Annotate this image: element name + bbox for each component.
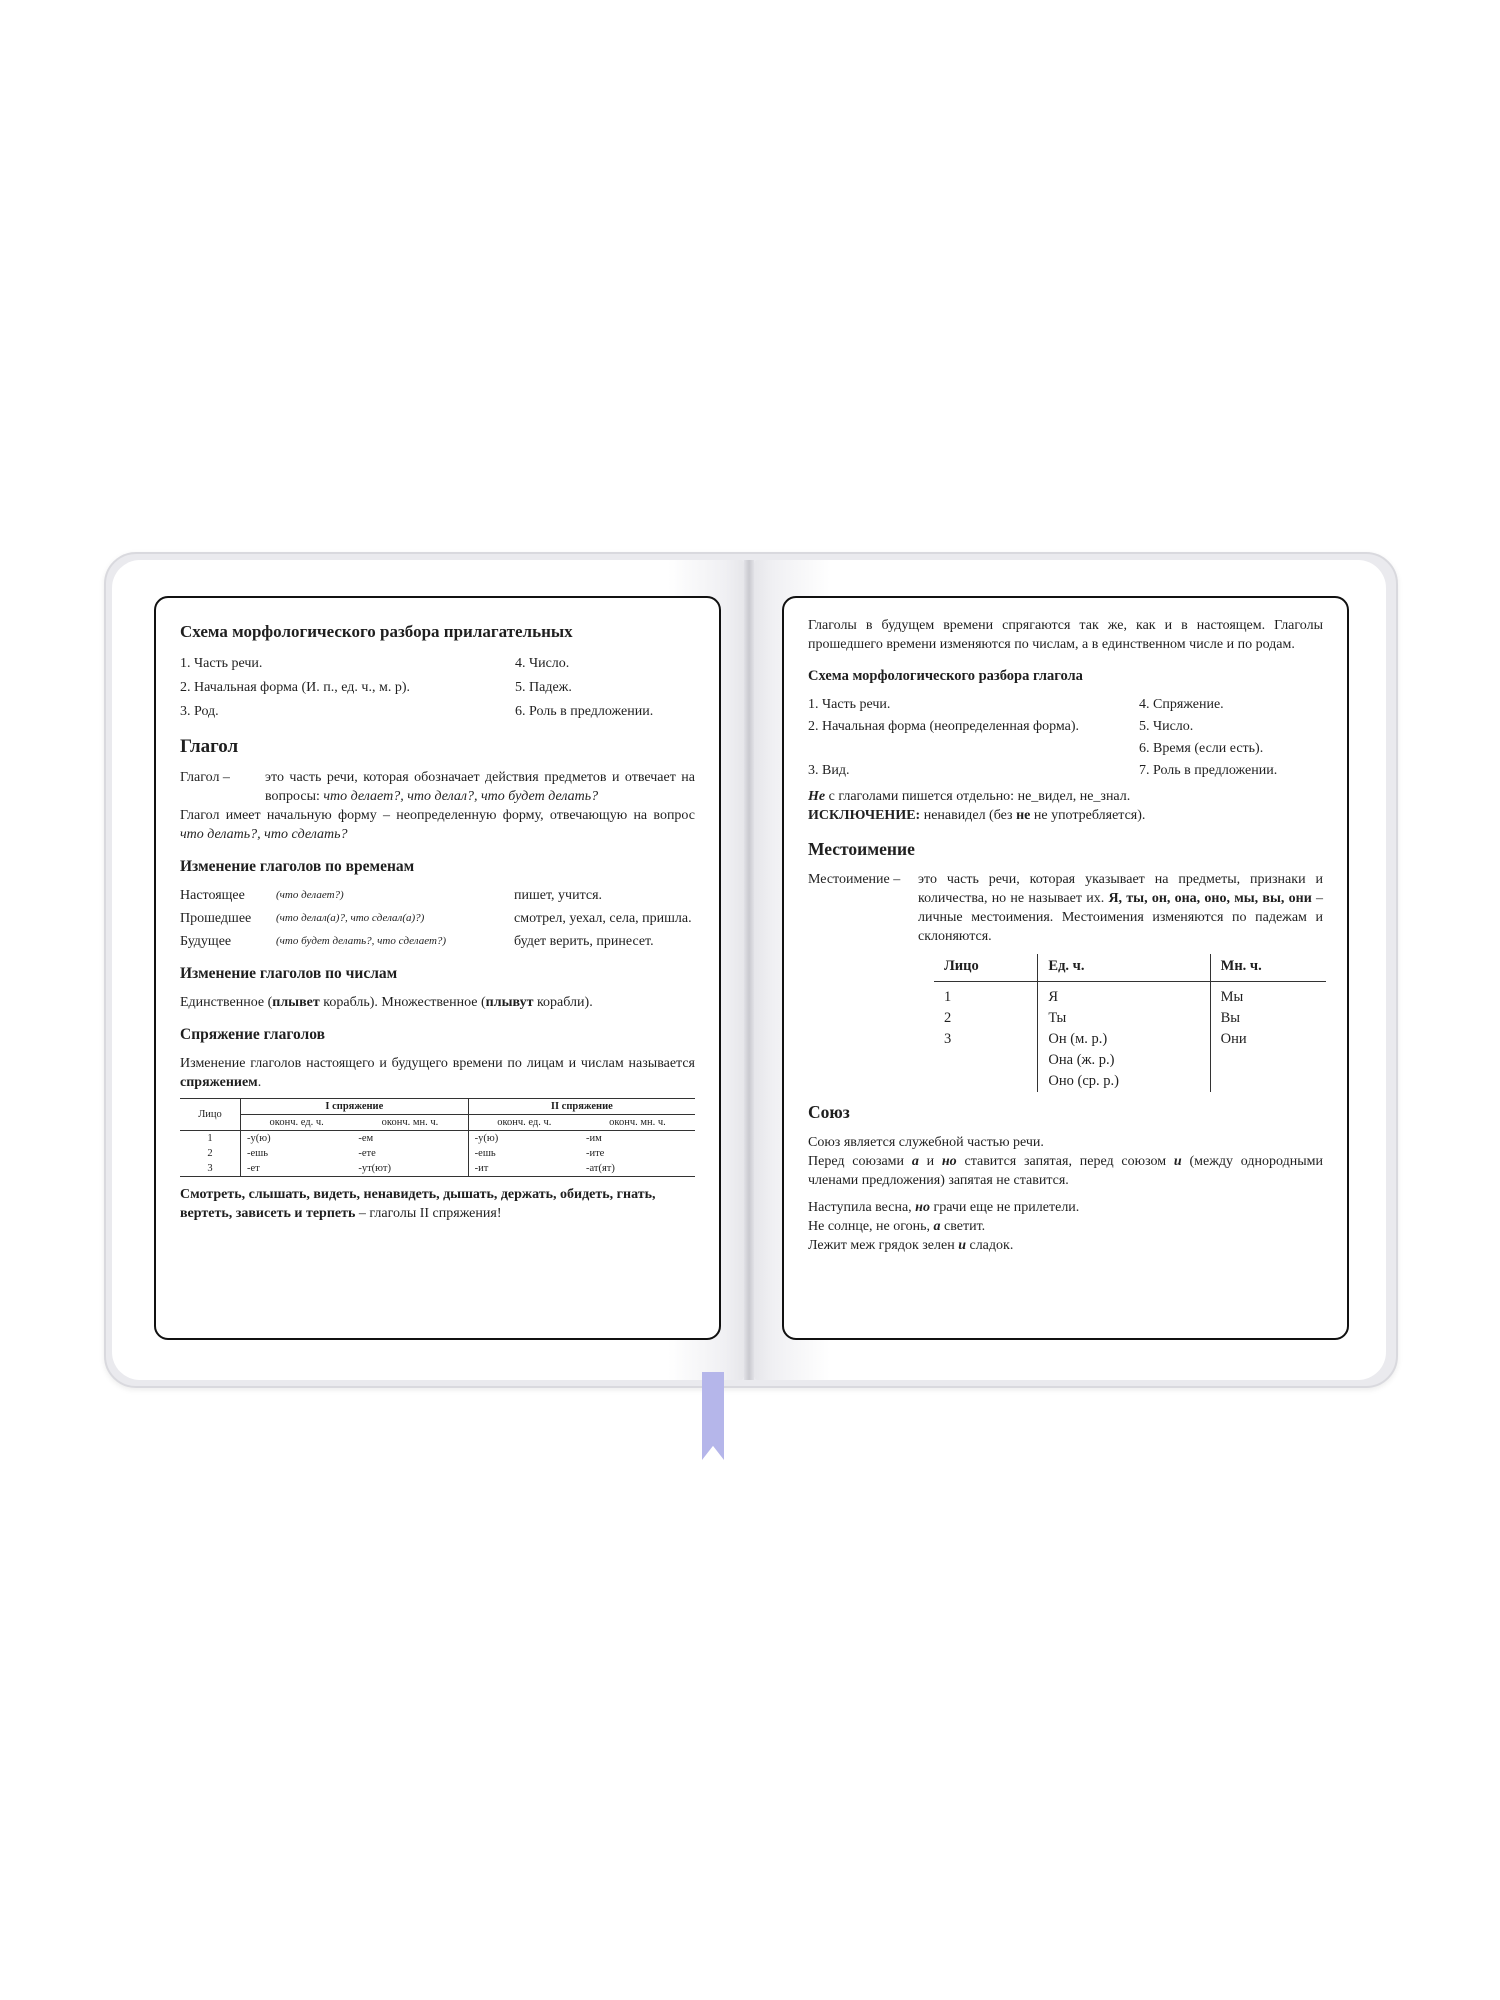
verb-definition bbox=[180, 768, 695, 806]
list-item: 6. Время (если есть). bbox=[1139, 741, 1264, 756]
definition-term: Глагол – bbox=[180, 770, 230, 785]
adjective-scheme-title: Схема морфологического разбора прилагательных bbox=[180, 622, 573, 641]
union-example-3: Лежит меж грядок зелен и сладок. bbox=[808, 1238, 1014, 1253]
list-item: Прошедшее (что делал(а)?, что сделал(а)?) смотрел, уехал, села, пришла. bbox=[180, 911, 692, 926]
verb-scheme-title: Схема морфологического разбора глагола bbox=[808, 668, 1083, 684]
conjugation-definition: Изменение глаголов настоящего и будущего времени по лицам и числам называется спряжением. bbox=[180, 1056, 695, 1090]
table-row: 3 Он (м. р.) Они bbox=[934, 1029, 1326, 1050]
list-item: 2. Начальная форма (И. п., ед. ч., м. р). bbox=[180, 680, 410, 695]
verb-title: Глагол bbox=[180, 736, 239, 757]
pronoun-definition bbox=[808, 870, 1323, 946]
union-title: Союз bbox=[808, 1102, 850, 1122]
col-header: Мн. ч. bbox=[1210, 954, 1326, 982]
table-row: 1 -у(ю) -ем -у(ю) -им bbox=[180, 1131, 695, 1147]
definition-term: Местоимение – bbox=[808, 872, 901, 887]
col-header: Ед. ч. bbox=[1038, 954, 1210, 982]
book-spine-gutter bbox=[744, 560, 754, 1380]
list-item: 4. Число. bbox=[515, 656, 570, 671]
sub-header: оконч. мн. ч. bbox=[609, 1117, 666, 1128]
table-row: Она (ж. р.) bbox=[934, 1050, 1326, 1071]
union-example-2: Не солнце, не огонь, а светит. bbox=[808, 1219, 986, 1234]
list-item: 5. Падеж. bbox=[515, 680, 572, 695]
sub-header: оконч. ед. ч. bbox=[468, 1115, 580, 1131]
bookmark-ribbon[interactable] bbox=[702, 1372, 724, 1460]
verb-infinitive-note: Глагол имеет начальную форму – неопределенную форму, отвечающую на вопрос что делать?, что сделать? bbox=[180, 808, 695, 842]
exception-note: ИСКЛЮЧЕНИЕ: ненавидел (без не не употребляется). bbox=[808, 808, 1146, 823]
tense-list bbox=[180, 886, 695, 951]
union-comma-rule: Перед союзами а и но ставится запятая, перед союзом и (между однородными членами предложения) запятая не ставится. bbox=[808, 1154, 1323, 1188]
left-page-frame bbox=[154, 596, 721, 1340]
verb-tense-intro: Глаголы в будущем времени спрягаются так же, как и в настоящем. Глаголы прошедшего времени изменяются по числам, а в единственном числе и по родам. bbox=[808, 618, 1323, 652]
col-header-person: Лицо bbox=[198, 1109, 222, 1120]
sub-header: оконч. ед. ч. bbox=[241, 1115, 353, 1131]
list-item: 2. Начальная форма (неопределенная форма). bbox=[808, 719, 1080, 734]
conjugation-exceptions-note: Смотреть, слышать, видеть, ненавидеть, дышать, держать, обидеть, гнать, вертеть, зависеть и терпеть – глаголы II спряжения! bbox=[180, 1187, 656, 1221]
definition-text: это часть речи, которая указывает на предметы, признаки и количества, но не называет их. Я, ты, он, она, оно, мы, вы, они – личные местоимения. Местоимения изменяются по падежам и склоняются. bbox=[918, 872, 1324, 944]
conjugation-section-title: Спряжение глаголов bbox=[180, 1026, 325, 1043]
group-header-2: II спряжение bbox=[468, 1099, 695, 1115]
list-item: 1. Часть речи. bbox=[180, 656, 263, 671]
conjugation-table bbox=[180, 1098, 695, 1177]
group-header-1: I спряжение bbox=[241, 1099, 469, 1115]
list-item: 3. Род. bbox=[180, 704, 219, 719]
list-item: Настоящее (что делает?) пишет, учится. bbox=[180, 888, 603, 903]
tense-section-title: Изменение глаголов по временам bbox=[180, 858, 415, 875]
pronoun-title: Местоимение bbox=[808, 839, 915, 859]
sub-header: оконч. мн. ч. bbox=[381, 1117, 439, 1128]
list-item: Будущее (что будет делать?, что сделает?) будет верить, принесет. bbox=[180, 934, 654, 949]
list-item: 1. Часть речи. bbox=[808, 697, 891, 712]
ne-rule: Не с глаголами пишется отдельно: не_видел, не_знал. bbox=[808, 789, 1131, 804]
list-item: 6. Роль в предложении. bbox=[515, 704, 654, 719]
union-definition: Союз является служебной частью речи. bbox=[808, 1135, 1044, 1150]
definition-text: это часть речи, которая обозначает действия предметов и отвечает на вопросы: что делает?, что делал?, что будет делать? bbox=[265, 770, 695, 804]
table-row: 1 Я Мы bbox=[934, 982, 1326, 1009]
number-example: Единственное (плывет корабль). Множественное (плывут корабли). bbox=[180, 995, 593, 1010]
right-page-frame bbox=[782, 596, 1349, 1340]
table-row: 2 -ешь -ете -ешь -ите bbox=[207, 1148, 605, 1159]
verb-scheme-list bbox=[808, 695, 1323, 781]
adjective-scheme-list bbox=[180, 654, 695, 722]
number-section-title: Изменение глаголов по числам bbox=[180, 965, 398, 982]
list-item: 7. Роль в предложении. bbox=[1139, 763, 1278, 778]
list-item: 4. Спряжение. bbox=[1139, 697, 1224, 712]
col-header: Лицо bbox=[934, 954, 1038, 982]
list-item: 5. Число. bbox=[1139, 719, 1194, 734]
list-item: 3. Вид. bbox=[808, 763, 850, 778]
table-row: 2 Ты Вы bbox=[934, 1008, 1326, 1029]
table-row: 3 -ет -ут(ют) -ит -ат(ят) bbox=[180, 1161, 695, 1177]
union-example-1: Наступила весна, но грачи еще не прилетели. bbox=[808, 1200, 1080, 1215]
pronoun-table bbox=[934, 954, 1326, 1092]
table-row: Оно (ср. р.) bbox=[934, 1071, 1326, 1092]
